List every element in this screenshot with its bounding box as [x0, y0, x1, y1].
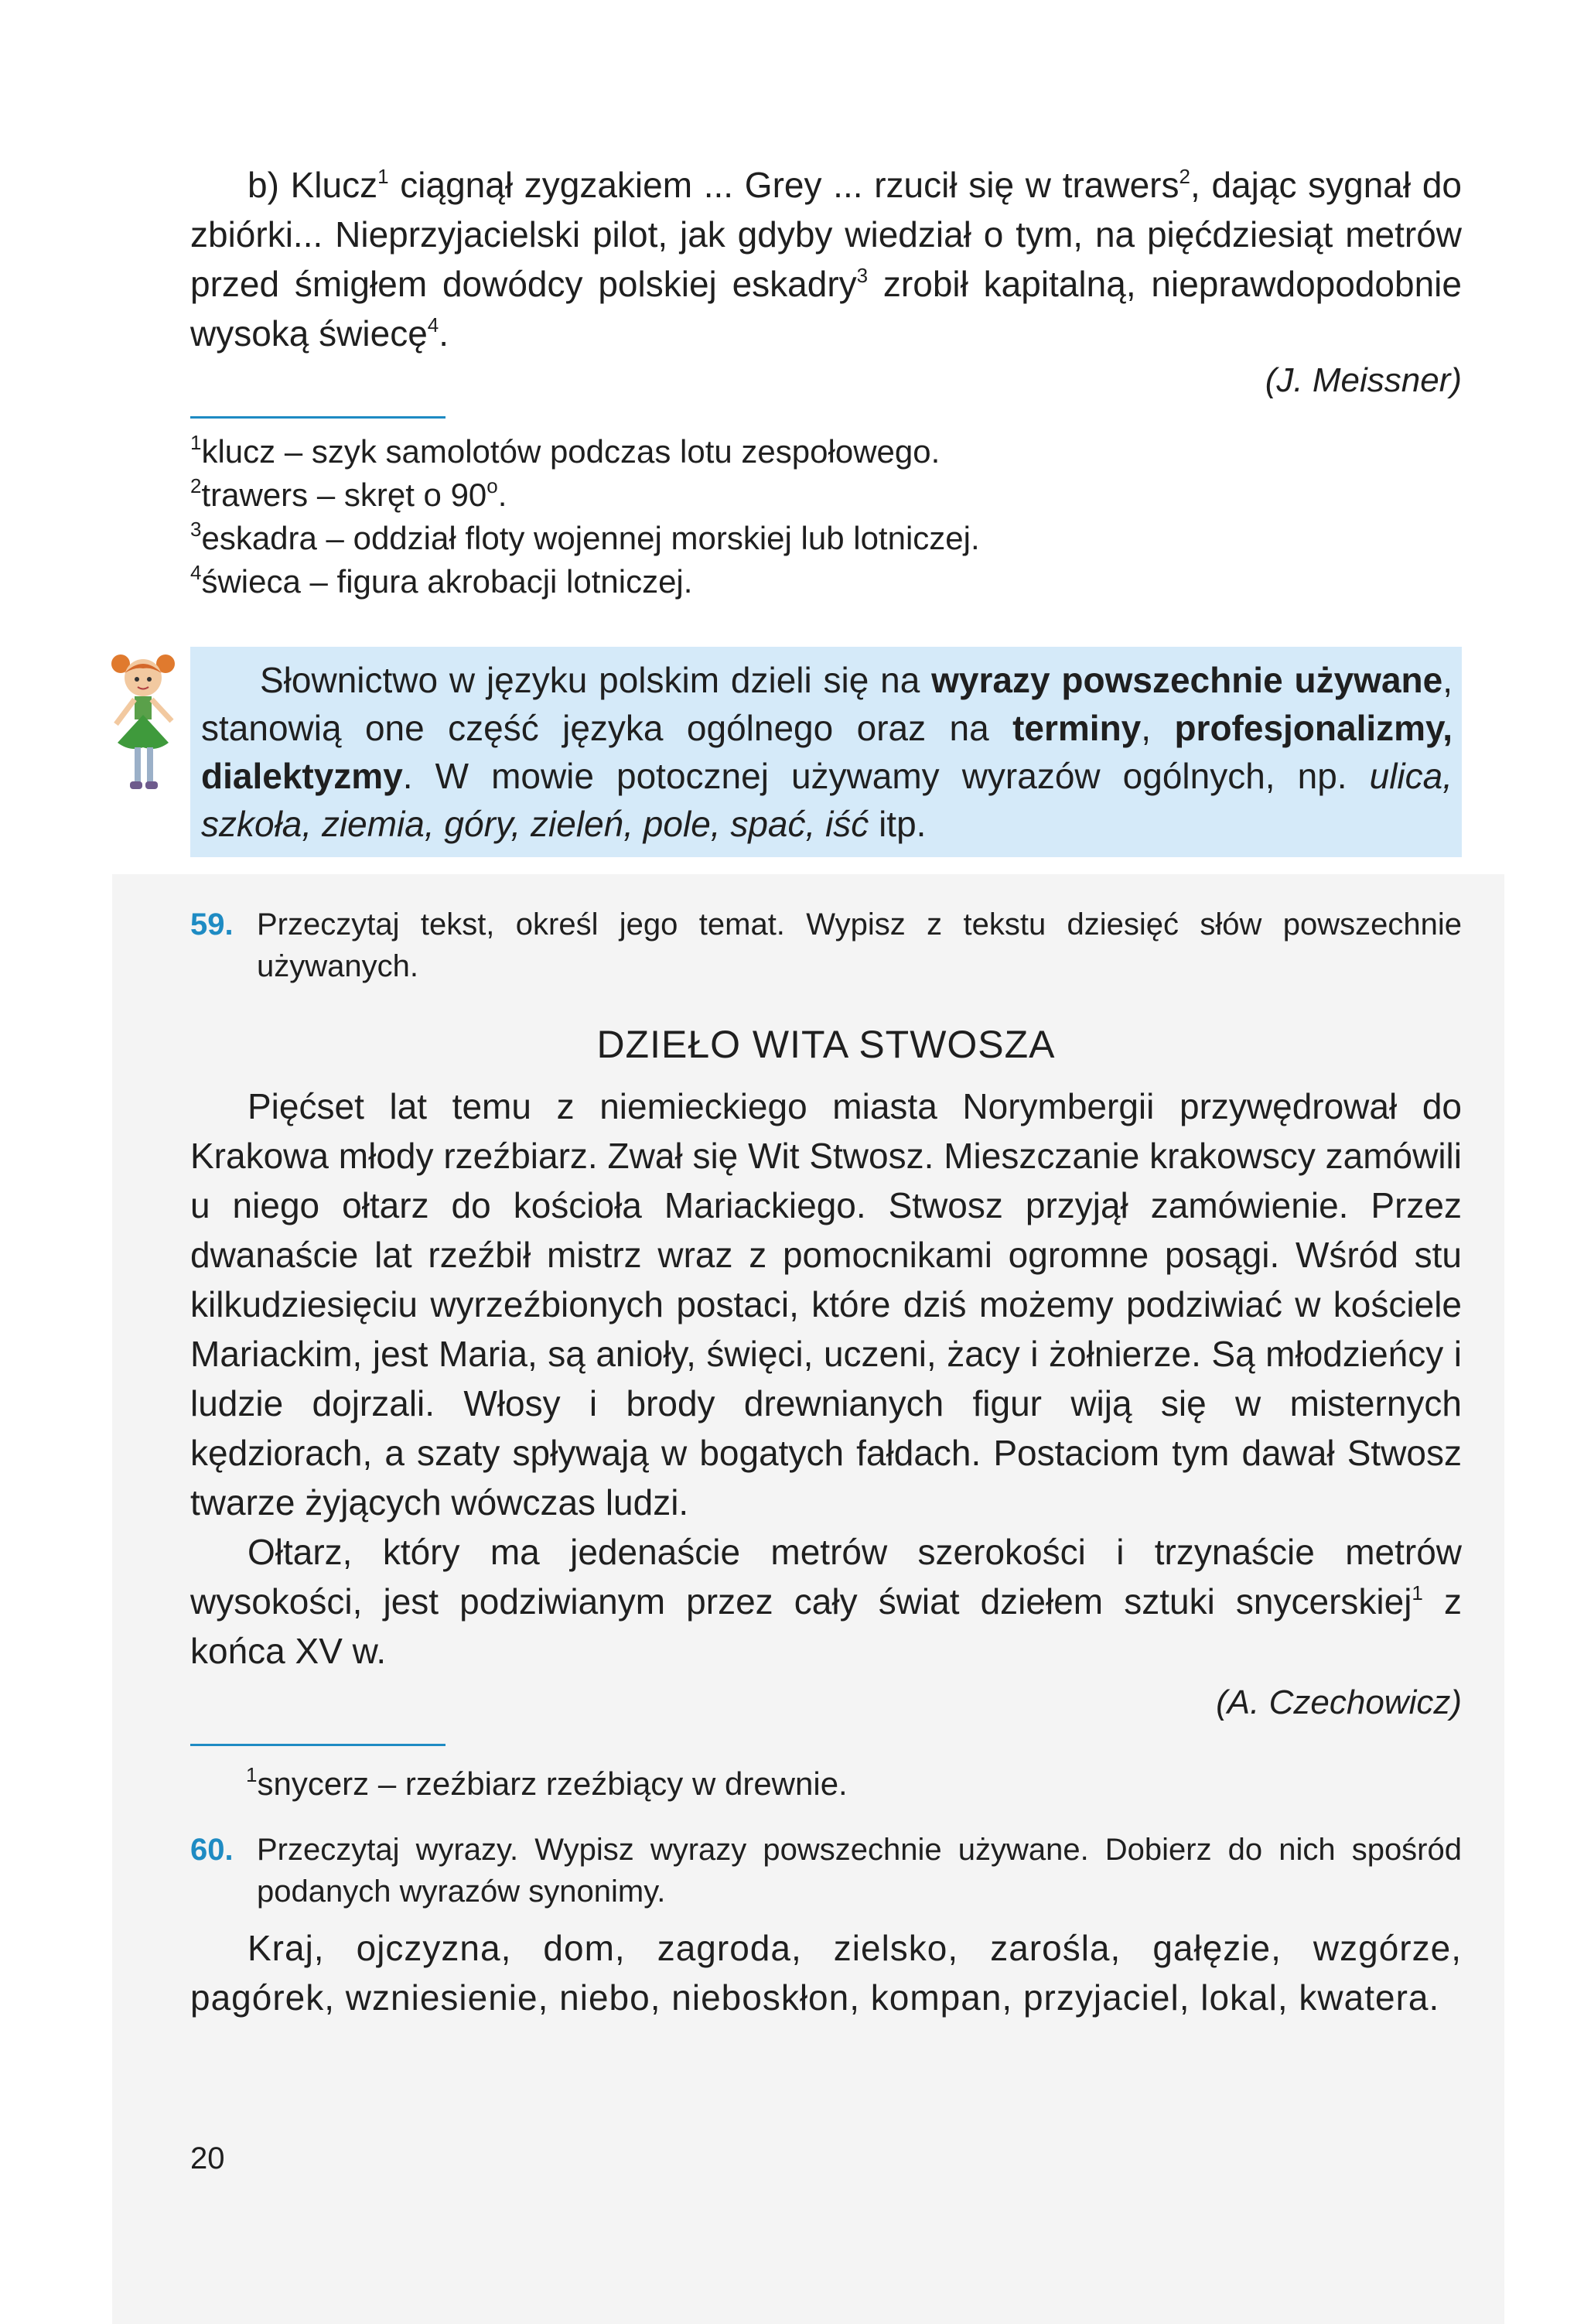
- exercise-number: 60.: [190, 1833, 234, 1867]
- exercise-instruction: Przeczytaj wyrazy. Wypisz wyrazy powszechnie używane. Dobierz do nich spośród podanych wyrazów synonimy.: [257, 1833, 1462, 1909]
- exercise-59: [190, 904, 1462, 987]
- story-author: (A. Czechowicz): [1216, 1683, 1462, 1721]
- story-paragraph: Ołtarz, który ma jedenaście metrów szerokości i trzynaście metrów wysokości, jest podziwianym przez cały świat dziełem sztuki snycerskiej$^1$ z końca XV w.: [190, 1532, 1462, 1671]
- quote-author: (J. Meissner): [1265, 361, 1462, 399]
- page-number: 20: [190, 2141, 225, 2175]
- story-body: [190, 1082, 1462, 1722]
- exercise-60: [190, 1829, 1462, 1912]
- quote-b: [190, 160, 1462, 400]
- word-list-text: Kraj, ojczyzna, dom, zagroda, zielsko, zarośla, gałęzie, wzgórze, pagórek, wzniesienie, niebo, nieboskłon, kompan, przyjaciel, lokal, kwatera.: [190, 1928, 1462, 2018]
- footnote-item: $^3$eskadra – oddział floty wojennej morskiej lub lotniczej.: [190, 518, 980, 556]
- exercise-instruction: Przeczytaj tekst, określ jego temat. Wypisz z tekstu dziesięć słów powszechnie używanych.: [257, 907, 1462, 983]
- girl-mascot-icon: [105, 650, 181, 805]
- story-title: DZIEŁO WITA STWOSZA: [596, 1023, 1056, 1066]
- quote-text: ciągnął zygzakiem ... Grey ... rzucił się w trawers: [388, 165, 1179, 205]
- footnote-divider: [190, 1744, 446, 1746]
- footnote-ref: 2: [1179, 164, 1190, 188]
- footnote-item: $^4$świeca – figura akrobacji lotniczej.: [190, 561, 693, 600]
- footnote-ref: 1: [377, 164, 389, 188]
- footnote-ref: 3: [856, 263, 869, 287]
- word-list: [190, 1923, 1462, 2022]
- footnote-story: [190, 1762, 1462, 1806]
- quote-text: zrobił kapitalną, nieprawdopodobnie wysoką świecę: [190, 264, 1462, 354]
- exercise-number: 59.: [190, 907, 234, 942]
- quote-text: , dając sygnał do zbiórki... Nieprzyjacielski pilot, jak gdyby wiedział o tym, na pięćdziesiąt metrów przed śmigłem dowódcy polskiej eskadry: [190, 165, 1462, 304]
- quote-text: .: [439, 313, 449, 354]
- footnote-item: $^2$trawers – skręt o 90$^o$.: [190, 474, 507, 513]
- footnote-item: $^1$klucz – szyk samolotów podczas lotu zespołowego.: [190, 431, 940, 470]
- story-paragraph: Pięćset lat temu z niemieckiego miasta Norymbergii przywędrował do Krakowa młody rzeźbiarz. Zwał się Wit Stwosz. Mieszczanie krakowscy zamówili u niego ołtarz do kościoła Mariackiego. Stwosz przyjął zamówienie. Przez dwanaście lat rzeźbił mistrz wraz z pomocnikami ogromne posągi. Wśród stu kilkudziesięciu wyrzeźbionych postaci, które dziś możemy podziwiać w kościele Mariackim, jest Maria, są anioły, święci, uczeni, żacy i żołnierze. Są młodzieńcy i ludzie dojrzali. Włosy i brody drewnianych figur wiją się w misternych kędziorach, a szaty spływają w bogatych fałdach. Postaciom tym dawał Stwosz twarze żyjących wówczas ludzi.: [190, 1086, 1462, 1523]
- footnote-item: $^1$snycerz – rzeźbiarz rzeźbiący w drewnie.: [246, 1763, 848, 1802]
- footnote-divider: [190, 416, 446, 419]
- footnotes-b: [190, 430, 1462, 603]
- definition-box: [190, 647, 1462, 857]
- quote-lead: b) Klucz: [248, 165, 378, 205]
- footnote-ref: 4: [427, 313, 439, 337]
- definition-text: Słownictwo w języku polskim dzieli się na wyrazy powszechnie używane, stanowią one część języka ogólnego oraz na terminy, profesjonalizmy, dialektyzmy. W mowie potocznej używamy wyrazów ogólnych, np. ulica, szkoła, ziemia, góry, zieleń, pole, spać, iść itp.: [201, 660, 1453, 844]
- quote-b-text: [190, 160, 1462, 358]
